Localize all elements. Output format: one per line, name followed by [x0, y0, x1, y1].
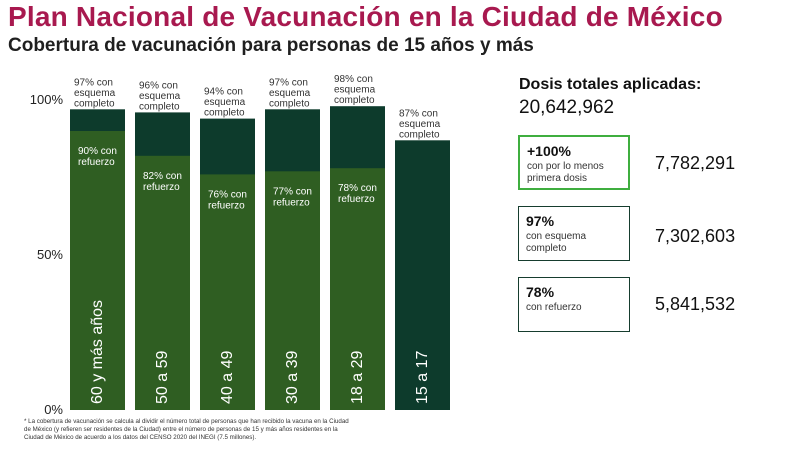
y-tick-label: 100% [29, 92, 63, 107]
bar-top-label [269, 77, 311, 109]
bar-top-label-line: completo [139, 101, 180, 113]
bar-inner-label-line: 76% con [208, 189, 247, 201]
y-axis [30, 92, 64, 417]
bar-inner-label-line: refuerzo [273, 197, 310, 209]
page-subtitle: Cobertura de vacunación para personas de 15 años y más [8, 35, 534, 56]
bar-inner-label-line: refuerzo [208, 200, 245, 212]
bar-inner-label-line: refuerzo [78, 157, 115, 168]
bar-top-label-line: esquema [269, 87, 311, 99]
total-doses-value: 20,642,962 [519, 97, 615, 118]
bars [70, 106, 450, 410]
bar-top-label-line: esquema [139, 90, 181, 102]
page-title: Plan Nacional de Vacunación en la Ciudad de México [8, 1, 723, 32]
bar-top-label-line: 87% con [399, 108, 438, 120]
bar-inner-label [273, 186, 312, 208]
bar-inner-label-line: refuerzo [338, 194, 375, 206]
bar-labels [74, 74, 441, 404]
bar-inner-label-line: 82% con [143, 170, 182, 182]
bar-top-label [74, 77, 116, 109]
bar-inner-label [143, 171, 182, 193]
stat-value-first-dose: 7,782,291 [655, 153, 736, 173]
bar-inner-label-line: 90% con [78, 146, 117, 157]
y-tick-label: 50% [36, 247, 63, 262]
stat-pct: +100% [527, 143, 571, 159]
stat-desc: con esquema completo [526, 231, 587, 254]
bar-top-label-line: esquema [204, 97, 246, 109]
stat-box-booster [518, 277, 630, 332]
category-label: 30 a 39 [284, 350, 301, 404]
bar-top-label-line: 97% con [269, 77, 308, 89]
bar-top-label-line: completo [399, 129, 440, 141]
bar-top-label-line: 94% con [204, 86, 243, 98]
total-doses-label: Dosis totales aplicadas: [519, 76, 702, 93]
category-label: 15 a 17 [414, 350, 431, 404]
bar-top-label-line: completo [204, 107, 245, 119]
bar-top-label-line: esquema [399, 118, 441, 130]
y-tick-label: 0% [44, 402, 63, 417]
bar-top-label [139, 80, 181, 112]
bar-top-label-line: esquema [74, 87, 116, 99]
category-label: 40 a 49 [219, 350, 236, 404]
bar-inner-label [78, 146, 117, 168]
bar-inner-label-line: 77% con [273, 186, 312, 198]
category-label: 60 y más años [89, 299, 106, 404]
category-label: 18 a 29 [349, 350, 366, 404]
bar-inner-label [338, 183, 377, 205]
stat-desc: con por lo menos primera dosis [527, 161, 604, 184]
bar-inner-label [208, 189, 247, 211]
stat-pct: 97% [526, 213, 555, 229]
bar-top-label-line: 98% con [334, 74, 373, 86]
bar-inner-label-line: refuerzo [143, 181, 180, 193]
bar-top-label-line: completo [334, 95, 375, 107]
stat-box-complete-scheme [518, 206, 630, 261]
bar-top-label-line: completo [74, 98, 115, 110]
category-label: 50 a 59 [154, 350, 171, 404]
stat-value-booster: 5,841,532 [655, 294, 736, 314]
bar-top-label-line: 97% con [74, 77, 113, 89]
bar-inner-label-line: 78% con [338, 183, 377, 195]
bar-top-label [334, 74, 376, 106]
stat-pct: 78% [526, 284, 555, 300]
bar-top-label-line: completo [269, 98, 310, 110]
stat-box-first-dose [518, 135, 630, 190]
bar-top-label [204, 87, 246, 119]
stat-desc: con refuerzo [526, 302, 582, 313]
footnote: * La cobertura de vacunación se calcula al dividir el número total de personas que han recibido la vacuna en la Ciudad de México (y refieren ser residentes de la Ciudad) entre el número de personas de 15 y más años residentes en la Ciudad de México de acuerdo a los datos del CENSO 2020 del INEGI (7.5 millones). [24, 418, 349, 441]
bar-top-label [399, 108, 441, 140]
bar-top-label-line: esquema [334, 84, 376, 96]
bar-top-label-line: 96% con [139, 80, 178, 92]
stat-value-complete-scheme: 7,302,603 [655, 226, 736, 246]
